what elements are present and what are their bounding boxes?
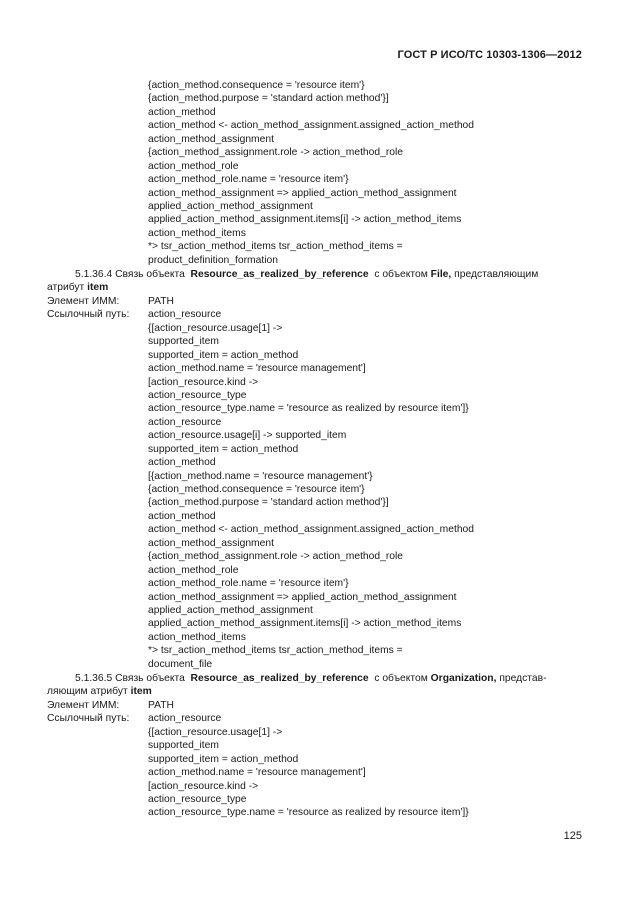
code-line: document_file — [148, 658, 213, 670]
code-line: action_method_role.name = 'resource item'} — [148, 174, 349, 186]
section-heading-cont — [0, 685, 630, 698]
code-line: action_method — [148, 510, 216, 522]
code-line: action_resource_type.name = 'resource as realized by resource item']} — [148, 403, 469, 415]
code-line: [action_resource.kind -> — [148, 780, 259, 792]
code-line: action_method_assignment — [148, 133, 274, 145]
code-line: action_method_assignment => applied_action_method_assignment — [148, 591, 457, 603]
code-line: {action_method_assignment.role -> action_method_role — [148, 551, 404, 563]
code-line: action_resource_type.name = 'resource as realized by resource item']} — [148, 807, 469, 819]
code-line: action_method — [148, 106, 216, 118]
element-row — [0, 295, 630, 308]
element-value: PATH — [148, 699, 174, 711]
code-line: action_method.name = 'resource management'] — [148, 767, 366, 779]
element-label: Элемент ИММ: — [47, 699, 120, 711]
code-line: {action_method_assignment.role -> action_method_role — [148, 147, 404, 159]
code-line: action_method_items — [148, 631, 246, 643]
attribute-name: item — [130, 686, 152, 698]
code-line: {action_method.purpose = 'standard action method'}] — [148, 497, 389, 509]
code-line: action_method_assignment => applied_action_method_assignment — [148, 187, 457, 199]
code-line: *> tsr_action_method_items tsr_action_method_items = — [148, 645, 403, 657]
code-line: supported_item = action_method — [148, 349, 299, 361]
path-label: Ссылочный путь: — [47, 309, 130, 321]
path-first-line: action_resource — [148, 713, 222, 725]
section-number: 5.1.36.5 — [75, 673, 113, 684]
section-post: представ- — [499, 673, 547, 684]
document-header: ГОСТ Р ИСО/ТС 10303-1306—2012 — [397, 49, 582, 61]
path-row — [0, 308, 630, 321]
path-row — [0, 712, 630, 725]
code-line: supported_item = action_method — [148, 753, 299, 765]
section-heading — [0, 268, 630, 281]
code-line: action_resource — [148, 416, 222, 428]
code-line: {[action_resource.usage[1] -> — [148, 726, 283, 738]
path-first-line: action_resource — [148, 309, 222, 321]
code-block-continuation — [0, 79, 630, 267]
code-line: [{action_method.name = 'resource management'} — [148, 470, 373, 482]
code-line: applied_action_method_assignment — [148, 200, 313, 212]
code-line: applied_action_method_assignment.items[i] -> action_method_items — [148, 618, 462, 630]
code-line: action_resource.usage[i] -> supported_item — [148, 430, 347, 442]
entity-name: Resource_as_realized_by_reference — [190, 673, 369, 684]
code-line: action_method <- action_method_assignment.assigned_action_method — [148, 120, 474, 132]
code-line: applied_action_method_assignment — [148, 604, 313, 616]
section-5-1-36-5 — [0, 672, 630, 820]
attribute-name: item — [87, 282, 109, 294]
target-entity: Organization, — [430, 673, 497, 684]
section-pre: Связь объекта — [115, 269, 185, 280]
code-line: {action_method.consequence = 'resource item'} — [148, 484, 365, 495]
code-line: action_method — [148, 457, 216, 469]
section-mid: с объектом — [374, 269, 428, 280]
code-line: supported_item — [148, 336, 219, 348]
section-heading — [0, 672, 630, 685]
code-line: supported_item = action_method — [148, 443, 299, 455]
section-heading-cont — [0, 281, 630, 294]
code-line: *> tsr_action_method_items tsr_action_method_items = — [148, 241, 403, 253]
code-line: supported_item — [148, 740, 219, 752]
code-line: {action_method.purpose = 'standard action method'}] — [148, 93, 389, 105]
code-line: {action_method.consequence = 'resource item'} — [148, 80, 365, 91]
section-5-1-36-4 — [0, 268, 630, 671]
section-cont-pre: атрибут — [47, 282, 85, 294]
code-line: action_resource_type — [148, 793, 247, 805]
section-mid: с объектом — [374, 673, 428, 684]
code-line: product_definition_formation — [148, 254, 278, 266]
code-line: action_method_items — [148, 227, 246, 239]
code-line: action_method_assignment — [148, 537, 274, 549]
path-label: Ссылочный путь: — [47, 713, 130, 725]
code-line: applied_action_method_assignment.items[i] -> action_method_items — [148, 214, 462, 226]
code-line: {[action_resource.usage[1] -> — [148, 322, 283, 334]
code-line: action_method <- action_method_assignment.assigned_action_method — [148, 524, 474, 536]
section-pre: Связь объекта — [115, 673, 185, 684]
section-number: 5.1.36.4 — [75, 269, 113, 280]
element-label: Элемент ИММ: — [47, 295, 120, 307]
code-line: [action_resource.kind -> — [148, 376, 259, 388]
section-post: представляющим — [454, 269, 539, 280]
code-line: action_method_role.name = 'resource item'} — [148, 578, 349, 590]
code-line: action_resource_type — [148, 389, 247, 401]
entity-name: Resource_as_realized_by_reference — [190, 269, 369, 280]
element-value: PATH — [148, 295, 174, 307]
page-number: 125 — [563, 830, 582, 842]
code-line: action_method_role — [148, 160, 239, 172]
section-cont-pre: ляющим атрибут — [47, 686, 128, 698]
code-line: action_method.name = 'resource management'] — [148, 363, 366, 375]
target-entity: File, — [430, 269, 452, 280]
element-row — [0, 699, 630, 712]
code-line: action_method_role — [148, 564, 239, 576]
